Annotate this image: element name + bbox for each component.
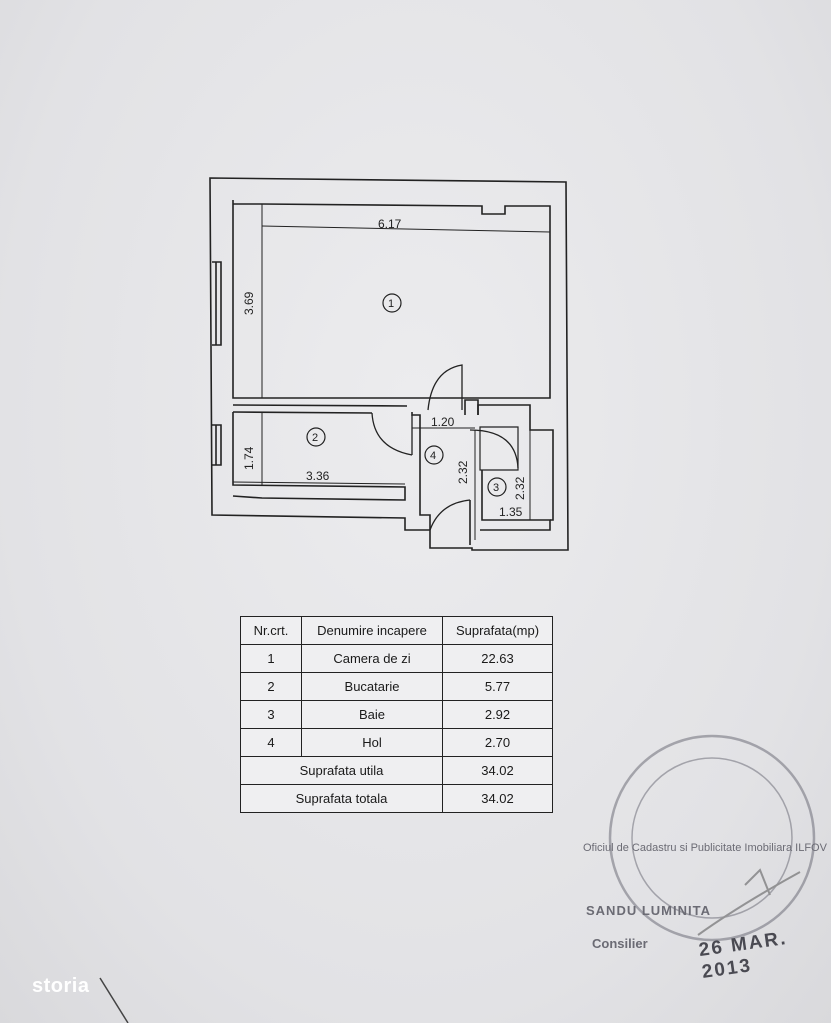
stamp-role: Consilier	[592, 936, 648, 951]
table-header-row	[241, 617, 553, 645]
row-area: 5.77	[443, 673, 553, 701]
row-nr: 4	[241, 729, 302, 757]
dim-kitchen-width: 3.36	[306, 469, 330, 483]
dim-living-width: 6.17	[378, 217, 402, 231]
dim-hall-width: 1.20	[431, 415, 455, 429]
row-area: 2.92	[443, 701, 553, 729]
room-marker-3: 3	[493, 482, 500, 494]
row-area: 2.70	[443, 729, 553, 757]
header-nr: Nr.crt.	[241, 617, 302, 645]
dim-bath-depth: 2.32	[513, 476, 527, 500]
header-name: Denumire incapere	[302, 617, 443, 645]
row-area: 22.63	[443, 645, 553, 673]
row-nr: 2	[241, 673, 302, 701]
stamp-name: SANDU LUMINITA	[586, 903, 711, 918]
stamp-office: Oficiul de Cadastru si Publicitate Imobiliara ILFOV	[583, 842, 827, 854]
row-name: Hol	[302, 729, 443, 757]
total-label-utila: Suprafata utila	[241, 757, 443, 785]
table-row	[241, 701, 553, 729]
room-marker-2: 2	[312, 432, 319, 444]
storia-logo-icon	[32, 975, 89, 998]
table-row	[241, 645, 553, 673]
room-area-table	[240, 616, 553, 813]
dim-bath-width: 1.35	[499, 505, 523, 519]
dim-kitchen-depth: 1.74	[242, 446, 256, 470]
row-name: Camera de zi	[302, 645, 443, 673]
pen-mark	[100, 978, 128, 1023]
row-nr: 3	[241, 701, 302, 729]
room-marker-1: 1	[388, 298, 395, 310]
row-nr: 1	[241, 645, 302, 673]
stamp-date: 26 MAR. 2013	[697, 927, 789, 983]
row-name: Baie	[302, 701, 443, 729]
dim-hall-depth: 2.32	[456, 460, 470, 484]
total-value-utila: 34.02	[443, 757, 553, 785]
logo-text: storia	[32, 975, 90, 997]
total-value-totala: 34.02	[443, 785, 553, 813]
header-area: Suprafata(mp)	[443, 617, 553, 645]
table-row	[241, 673, 553, 701]
table-row	[241, 729, 553, 757]
row-name: Bucatarie	[302, 673, 443, 701]
room-marker-4: 4	[430, 450, 437, 462]
total-label-totala: Suprafata totala	[241, 785, 443, 813]
table-total-row	[241, 785, 553, 813]
dim-living-depth: 3.69	[242, 291, 256, 315]
table-total-row	[241, 757, 553, 785]
